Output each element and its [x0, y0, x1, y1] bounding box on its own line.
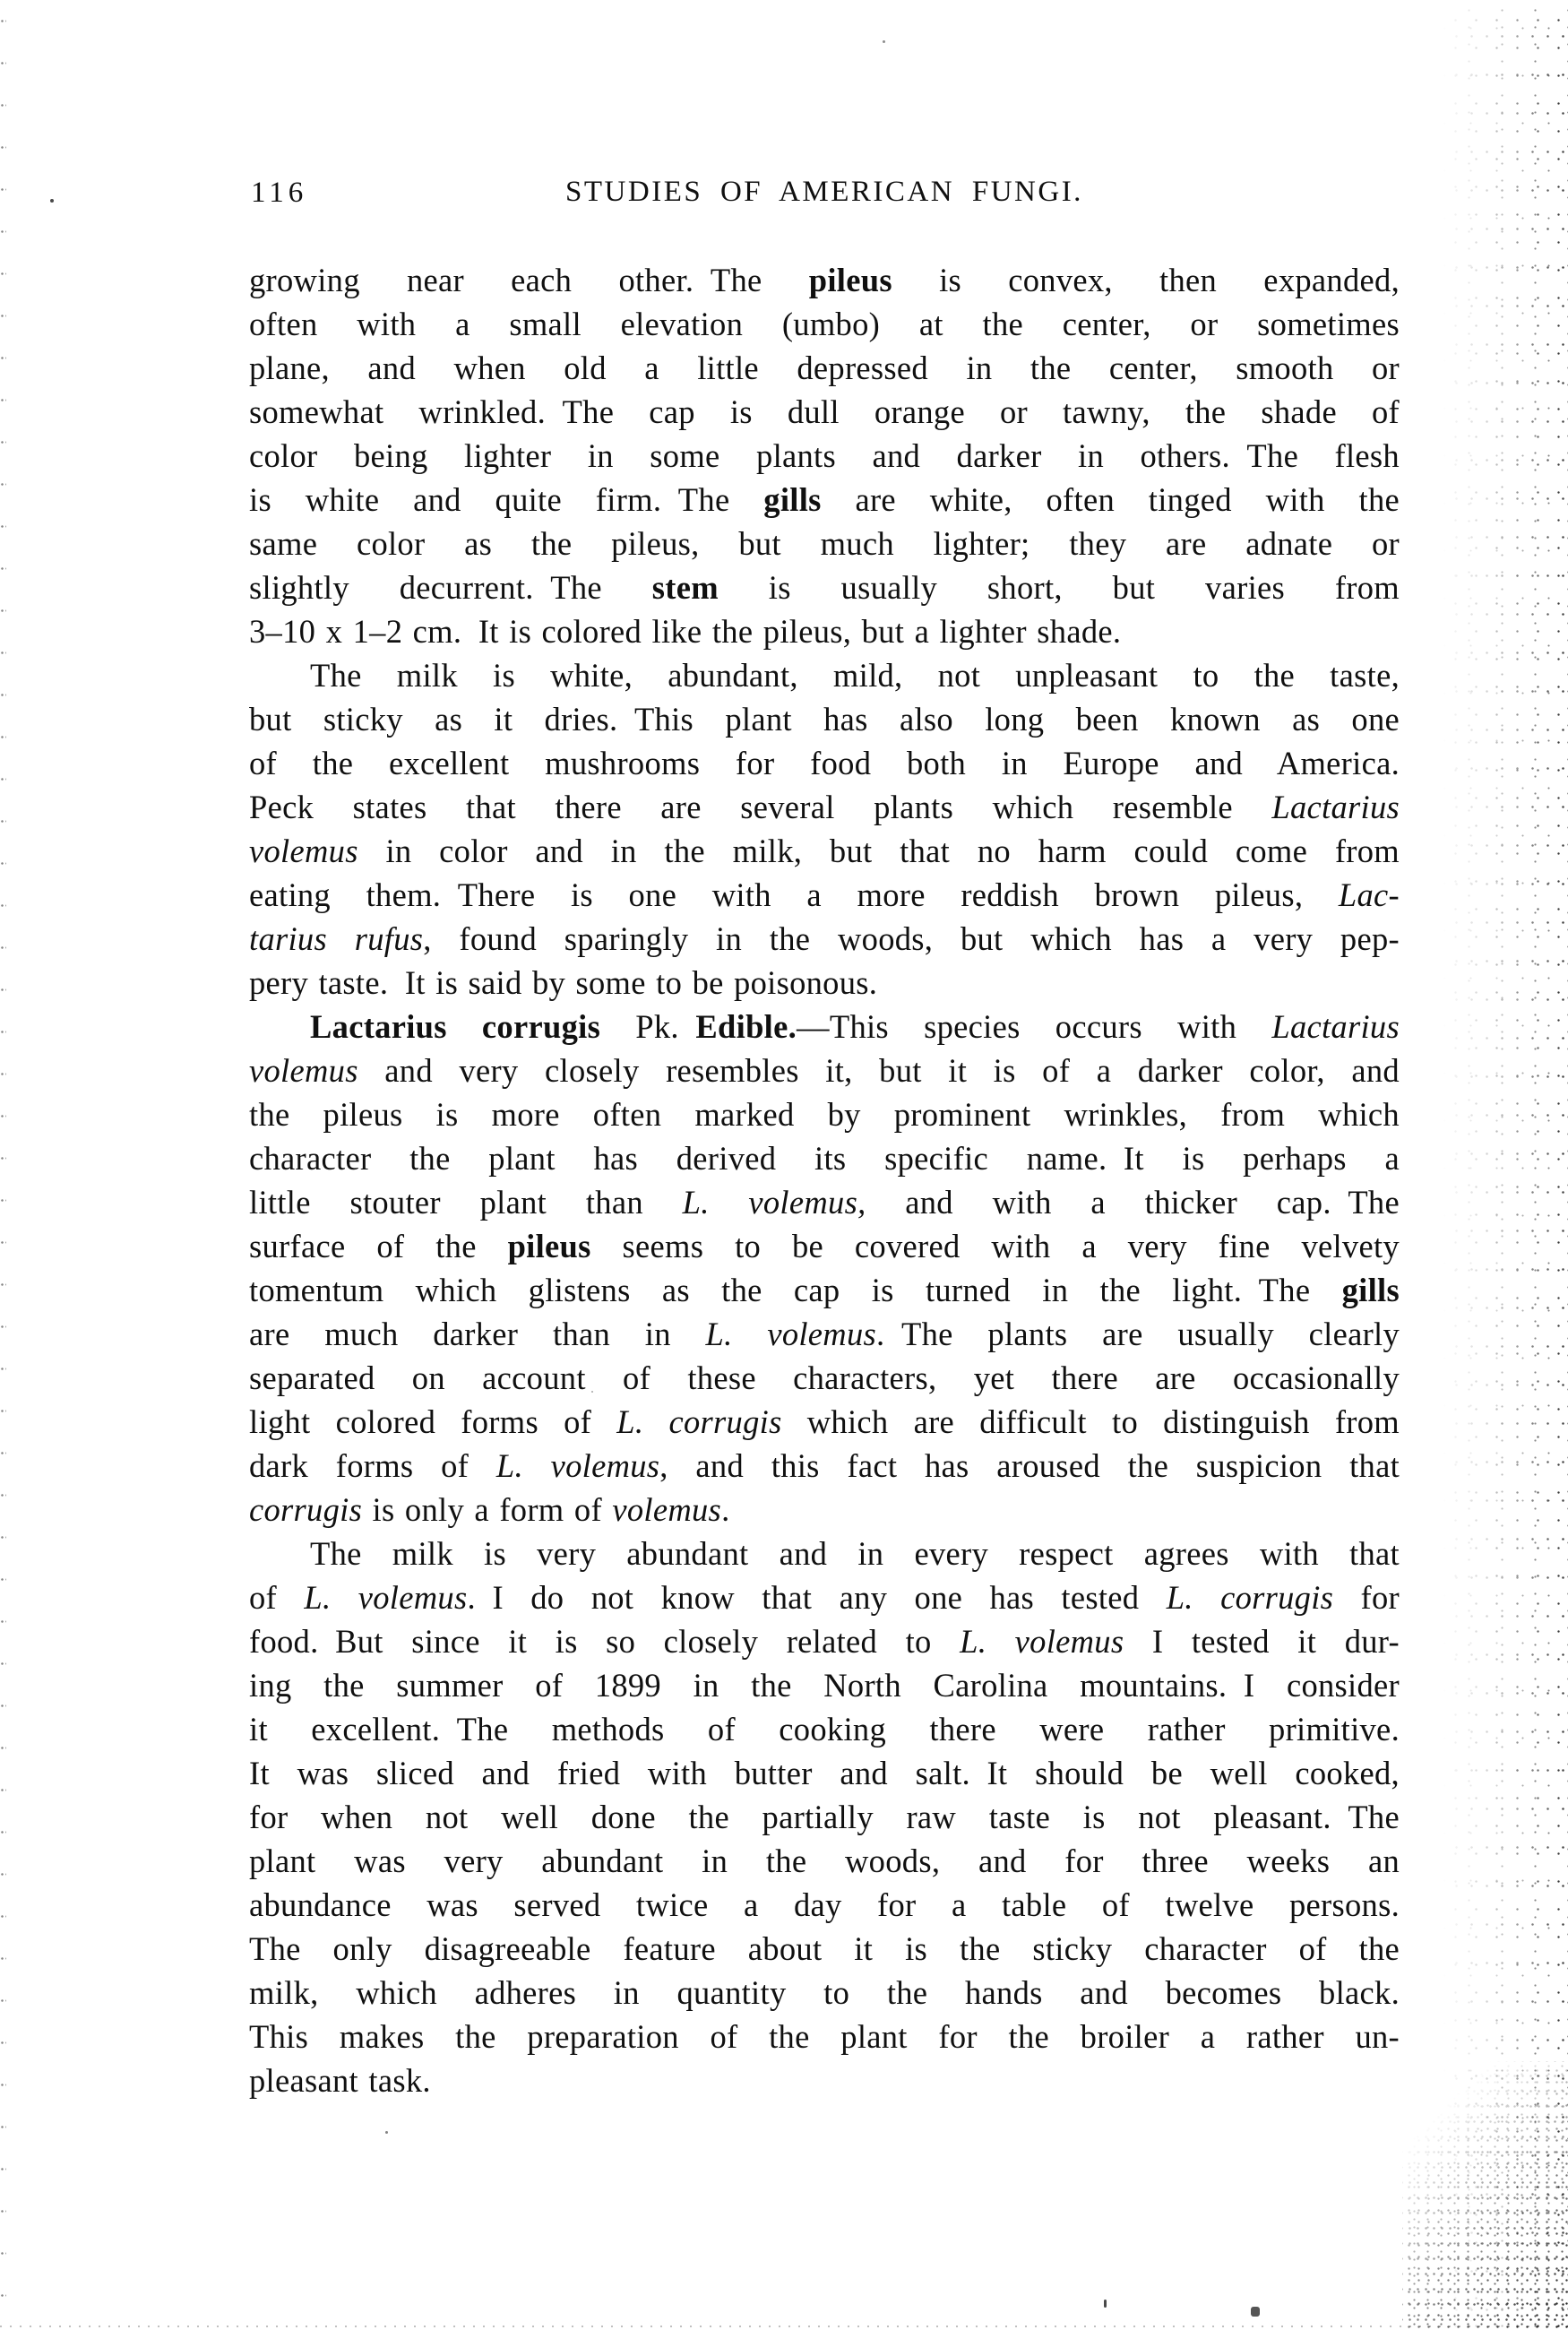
- scan-noise-bottom-right: [1402, 2061, 1568, 2330]
- text-run: dark forms of: [249, 1447, 496, 1484]
- text-run: Lactarius: [1271, 789, 1400, 825]
- text-line: [249, 829, 1400, 873]
- text-run: L. volemus: [705, 1316, 877, 1352]
- text-block: [249, 258, 1400, 2102]
- text-line: [249, 1224, 1400, 1268]
- text-line: [249, 1751, 1400, 1795]
- text-run: L. volemus: [960, 1623, 1124, 1660]
- text-run: gills: [1341, 1272, 1400, 1308]
- text-line: [249, 302, 1400, 346]
- text-run: growing near each other. The: [249, 262, 809, 298]
- text-run: volemus: [249, 833, 358, 869]
- text-line: [249, 1663, 1400, 1707]
- text-run: Pk.: [600, 1008, 696, 1045]
- text-run: seems to be covered with a very fine velvety: [590, 1228, 1400, 1264]
- text-run: same color as the pileus, but much lighter; they are adnate or: [249, 525, 1400, 562]
- text-line: [249, 1312, 1400, 1356]
- text-run: stem: [651, 569, 719, 606]
- text-run: pileus: [507, 1228, 591, 1264]
- text-run: L. volemus: [495, 1447, 660, 1484]
- text-run: is white and quite firm. The: [249, 481, 764, 518]
- text-run: It was sliced and fried with butter and salt. It should be well cooked,: [249, 1755, 1400, 1791]
- text-run: abundance was served twice a day for a table of twelve persons.: [249, 1886, 1400, 1923]
- text-line: [249, 917, 1400, 961]
- text-run: but sticky as it dries. This plant has also long been known as one: [249, 701, 1400, 738]
- scan-speck: [591, 1391, 593, 1393]
- text-run: L. corrugis: [616, 1403, 782, 1440]
- text-line: [249, 653, 1400, 697]
- scan-speck: [883, 40, 885, 43]
- scan-noise-left-edge: [0, 0, 6, 2330]
- text-run: tomentum which glistens as the cap is turned in the light. The: [249, 1272, 1342, 1308]
- text-run: it excellent. The methods of cooking there were rather primitive.: [249, 1711, 1400, 1748]
- text-line: [249, 873, 1400, 917]
- text-run: for: [1333, 1579, 1400, 1616]
- text-line: [249, 1444, 1400, 1488]
- text-run: is convex, then expanded,: [892, 262, 1400, 298]
- text-line: [249, 478, 1400, 522]
- text-line: [249, 1619, 1400, 1663]
- text-line: [249, 961, 1400, 1005]
- text-line: [249, 1180, 1400, 1224]
- text-run: Lactarius corrugis: [310, 1008, 601, 1045]
- text-line: [249, 1795, 1400, 1839]
- text-run: are much darker than in: [249, 1316, 706, 1352]
- text-run: gills: [763, 481, 822, 518]
- text-run: .: [721, 1491, 730, 1528]
- text-run: volemus: [612, 1491, 722, 1528]
- text-run: The only disagreeable feature about it is the sticky character of the: [249, 1930, 1400, 1967]
- text-run: I tested it dur-: [1124, 1623, 1400, 1660]
- scan-speck: [385, 2131, 388, 2134]
- scan-bottom-edge-line: [0, 2326, 1568, 2327]
- text-run: is usually short, but varies from: [718, 569, 1400, 606]
- text-run: color being lighter in some plants and darker in others. The flesh: [249, 437, 1400, 474]
- text-line: [249, 1971, 1400, 2015]
- text-run: surface of the: [249, 1228, 508, 1264]
- text-run: ing the summer of 1899 in the North Carolina mountains. I consider: [249, 1667, 1400, 1704]
- text-line: [249, 434, 1400, 478]
- text-run: . The plants are usually clearly: [876, 1316, 1400, 1352]
- text-run: tarius rufus: [249, 920, 424, 957]
- scan-noise-right-edge: [1443, 0, 1568, 2330]
- text-run: food. But since it is so closely related to: [249, 1623, 961, 1660]
- text-run: —This species occurs with: [797, 1008, 1272, 1045]
- text-run: in color and in the milk, but that no harm could come from: [358, 833, 1400, 869]
- text-line: [249, 2015, 1400, 2058]
- text-line: [249, 1927, 1400, 1971]
- text-run: little stouter plant than: [249, 1184, 683, 1221]
- text-line: [249, 346, 1400, 390]
- text-line: [249, 565, 1400, 609]
- text-run: Lactarius: [1271, 1008, 1400, 1045]
- text-line: [249, 1707, 1400, 1751]
- text-run: The milk is white, abundant, mild, not unpleasant to the taste,: [310, 657, 1400, 694]
- text-run: pileus: [808, 262, 892, 298]
- running-title: STUDIES OF AMERICAN FUNGI.: [565, 176, 1083, 208]
- text-run: and very closely resembles it, but it is of a darker color, and: [358, 1052, 1400, 1089]
- text-run: The milk is very abundant and in every respect agrees with that: [310, 1535, 1400, 1572]
- text-line: [249, 1532, 1400, 1575]
- text-line: [249, 1005, 1400, 1048]
- text-line: [249, 1356, 1400, 1400]
- text-line: [249, 1048, 1400, 1092]
- text-run: pery taste. It is said by some to be poisonous.: [249, 964, 878, 1001]
- text-run: pleasant task.: [249, 2062, 431, 2099]
- text-line: [249, 2058, 1400, 2102]
- text-run: slightly decurrent. The: [249, 569, 652, 606]
- scan-speck: [1104, 2300, 1107, 2308]
- text-run: Peck states that there are several plants which resemble: [249, 789, 1272, 825]
- text-line: [249, 390, 1400, 434]
- text-run: is only a form of: [362, 1491, 613, 1528]
- text-run: L. volemus: [304, 1579, 468, 1616]
- text-run: eating them. There is one with a more reddish brown pileus,: [249, 876, 1339, 913]
- text-run: separated on account of these characters, yet there are occasionally: [249, 1359, 1400, 1396]
- text-run: milk, which adheres in quantity to the hands and becomes black.: [249, 1974, 1400, 2011]
- text-line: [249, 522, 1400, 565]
- text-line: [249, 741, 1400, 785]
- text-run: L. corrugis: [1166, 1579, 1334, 1616]
- text-run: character the plant has derived its specific name. It is perhaps a: [249, 1140, 1400, 1177]
- text-run: plane, and when old a little depressed in the center, smooth or: [249, 350, 1400, 386]
- text-run: the pileus is more often marked by prominent wrinkles, from which: [249, 1096, 1400, 1133]
- text-run: plant was very abundant in the woods, and for three weeks an: [249, 1842, 1400, 1879]
- text-run: . I do not know that any one has tested: [467, 1579, 1167, 1616]
- text-line: [249, 697, 1400, 741]
- text-run: volemus: [249, 1052, 358, 1089]
- page-header: [249, 176, 1400, 209]
- text-run: and with a thicker cap. The: [866, 1184, 1400, 1221]
- text-run: of the excellent mushrooms for food both in Europe and America.: [249, 745, 1400, 781]
- text-run: often with a small elevation (umbo) at the center, or sometimes: [249, 306, 1400, 342]
- text-run: corrugis: [249, 1491, 363, 1528]
- text-line: [249, 1488, 1400, 1532]
- text-line: [249, 785, 1400, 829]
- scan-speck: [1251, 2307, 1260, 2317]
- text-run: somewhat wrinkled. The cap is dull orange or tawny, the shade of: [249, 393, 1400, 430]
- text-run: L. volemus,: [682, 1184, 866, 1221]
- text-run: for when not well done the partially raw taste is not pleasant. The: [249, 1799, 1400, 1835]
- text-run: , found sparingly in the woods, but which has a very pep-: [423, 920, 1400, 957]
- text-line: [249, 258, 1400, 302]
- text-run: of: [249, 1579, 305, 1616]
- scan-speck: [50, 199, 54, 203]
- text-line: [249, 1883, 1400, 1927]
- text-line: [249, 1092, 1400, 1136]
- text-run: , and this fact has aroused the suspicion that: [659, 1447, 1400, 1484]
- page-number: 116: [251, 177, 308, 209]
- text-run: This makes the preparation of the plant for the broiler a rather un-: [249, 2018, 1400, 2055]
- text-run: Lac-: [1338, 876, 1400, 913]
- text-run: Edible.: [695, 1008, 797, 1045]
- text-run: which are difficult to distinguish from: [781, 1403, 1400, 1440]
- text-line: [249, 1400, 1400, 1444]
- text-line: [249, 1839, 1400, 1883]
- text-line: [249, 1136, 1400, 1180]
- text-line: [249, 609, 1400, 653]
- text-run: 3–10 x 1–2 cm. It is colored like the pileus, but a lighter shade.: [249, 613, 1122, 650]
- text-line: [249, 1268, 1400, 1312]
- text-line: [249, 1575, 1400, 1619]
- text-run: light colored forms of: [249, 1403, 617, 1440]
- text-run: are white, often tinged with the: [821, 481, 1400, 518]
